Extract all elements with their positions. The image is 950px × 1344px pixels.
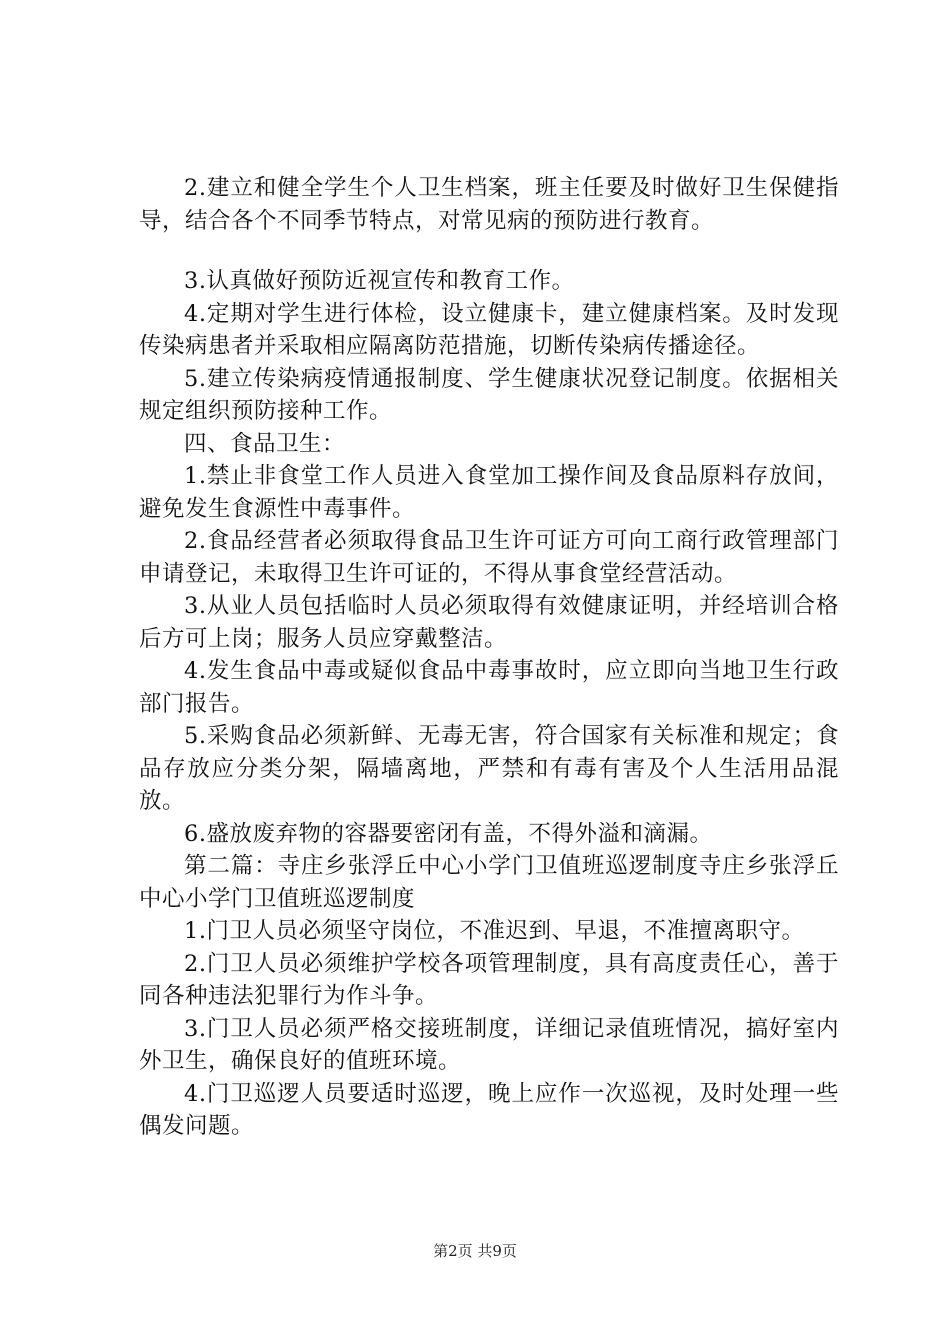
paragraph-health-record: 2.建立和健全学生个人卫生档案，班主任要及时做好卫生保健指导，结合各个不同季节特点，对常见病的预防进行教育。 bbox=[139, 175, 839, 234]
paragraph-patrol: 4.门卫巡逻人员要适时巡逻，晚上应作一次巡视，及时处理一些偶发问题。 bbox=[139, 1080, 839, 1139]
paragraph-epidemic-report: 5.建立传染病疫情通报制度、学生健康状况登记制度。依据相关规定组织预防接种工作。 bbox=[139, 365, 839, 424]
paragraph-kitchen-access: 1.禁止非食堂工作人员进入食堂加工操作间及食品原料存放间，避免发生食源性中毒事件。 bbox=[139, 463, 839, 522]
paragraph-guard-duty: 1.门卫人员必须坚守岗位，不准迟到、早退，不准擅离职守。 bbox=[184, 918, 805, 944]
document-body bbox=[139, 172, 839, 1143]
paragraph-food-purchase: 5.采购食品必须新鲜、无毒无害，符合国家有关标准和规定；食品存放应分类分架，隔墙离地，严禁和有毒有害及个人生活用品混放。 bbox=[139, 723, 839, 814]
section-heading-food-hygiene: 四、食品卫生： bbox=[184, 430, 346, 457]
chapter-title-gatekeeper: 第二篇：寺庄乡张浮丘中心小学门卫值班巡逻制度寺庄乡张浮丘中心小学门卫值班巡逻制度 bbox=[139, 853, 839, 912]
paragraph-myopia: 3.认真做好预防近视宣传和教育工作。 bbox=[184, 268, 575, 294]
paragraph-shift-handover: 3.门卫人员必须严格交接班制度，详细记录值班情况，搞好室内外卫生，确保良好的值班环境。 bbox=[139, 1015, 839, 1074]
paragraph-staff-health: 3.从业人员包括临时人员必须取得有效健康证明，并经培训合格后方可上岗；服务人员应穿戴整洁。 bbox=[139, 593, 839, 652]
paragraph-guard-rules: 2.门卫人员必须维护学校各项管理制度，具有高度责任心，善于同各种违法犯罪行为作斗争。 bbox=[139, 950, 839, 1009]
paragraph-food-license: 2.食品经营者必须取得食品卫生许可证方可向工商行政管理部门申请登记，未取得卫生许可证的，不得从事食堂经营活动。 bbox=[139, 528, 839, 587]
paragraph-waste-container: 6.盛放废弃物的容器要密闭有盖，不得外溢和滴漏。 bbox=[184, 820, 713, 847]
paragraph-poisoning-report: 4.发生食品中毒或疑似食品中毒事故时，应立即向当地卫生行政部门报告。 bbox=[139, 658, 839, 717]
paragraph-checkup: 4.定期对学生进行体检，设立健康卡，建立健康档案。及时发现传染病患者并采取相应隔离防范措施，切断传染病传播途径。 bbox=[139, 300, 839, 359]
page-number-footer: 第2页 共9页 bbox=[433, 1242, 517, 1260]
